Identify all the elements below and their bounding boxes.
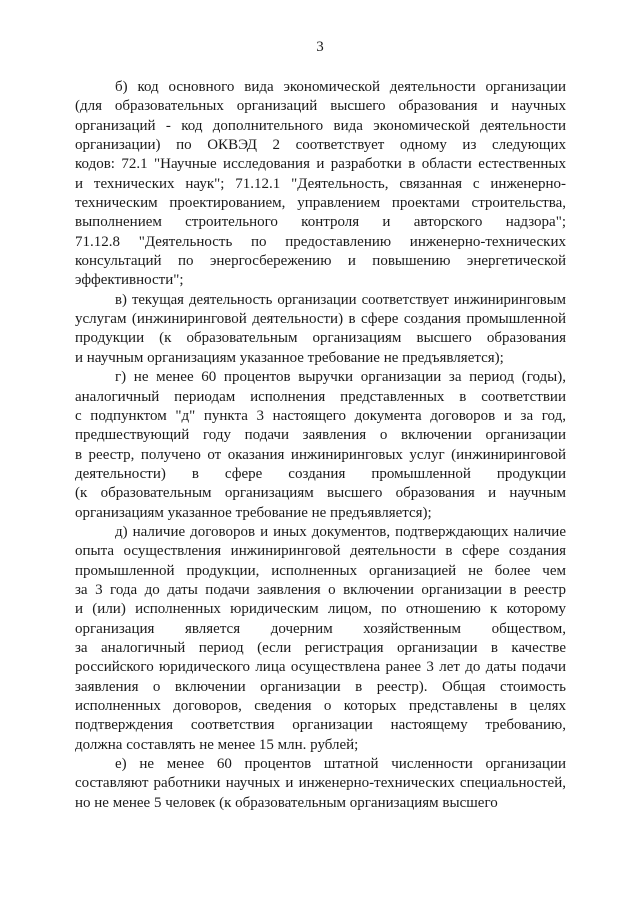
paragraph xyxy=(75,78,566,291)
text-line: и (или) исполненных юридическим лицом, по отношению к которому xyxy=(75,601,566,618)
text-line: (к образовательным организациям высшего образования и научным xyxy=(75,485,566,502)
text-line: д) наличие договоров и иных документов, подтверждающих наличие xyxy=(115,523,566,540)
text-line: е) не менее 60 процентов штатной численности организации xyxy=(115,756,566,773)
text-line: кодов: 72.1 "Научные исследования и разработки в области естественных xyxy=(75,156,566,173)
text-line: техническим проектированием, управлением проектами строительства, xyxy=(75,195,566,212)
text-line: аналогичный периодам исполнения представленных в соответствии xyxy=(75,388,566,405)
text-line: российского юридического лица осуществлена ранее 3 лет до даты подачи xyxy=(75,659,566,676)
text-line: подтверждения соответствия организации настоящему требованию, xyxy=(75,717,566,734)
text-line: и технических наук"; 71.12.1 "Деятельность, связанная с инженерно- xyxy=(75,175,566,192)
text-line: но не менее 5 человек (к образовательным организациям высшего xyxy=(75,794,498,811)
text-line: г) не менее 60 процентов выручки организации за период (годы), xyxy=(115,369,566,386)
text-line: услугам (инжиниринговой деятельности) в сфере создания промышленной xyxy=(75,311,566,328)
text-line: деятельности) в сфере создания промышленной продукции xyxy=(75,465,566,482)
text-line: консультаций по энергосбережению и повышению энергетической xyxy=(75,253,566,270)
text-line: предшествующий году подачи заявления о включении организации xyxy=(75,427,566,444)
paragraph xyxy=(75,368,566,523)
document-body xyxy=(75,78,566,813)
text-line: организация является дочерним хозяйственным обществом, xyxy=(75,620,566,637)
text-line: (для образовательных организаций высшего образования и научных xyxy=(75,98,566,115)
text-line: за 3 года до даты подачи заявления о включении организации в реестр xyxy=(75,581,566,598)
text-line: организации) по ОКВЭД 2 соответствует одному из следующих xyxy=(75,137,566,154)
text-line: эффективности"; xyxy=(75,272,184,289)
paragraph xyxy=(75,291,566,368)
text-line: промышленной продукции, исполненных организацией не более чем xyxy=(75,562,566,579)
text-line: за аналогичный период (если регистрация организации в качестве xyxy=(75,639,566,656)
text-line: заявления о включении организации в реестр). Общая стоимость xyxy=(75,678,566,695)
text-line: организациям указанное требование не предъявляется); xyxy=(75,504,432,521)
paragraph xyxy=(75,523,566,755)
text-line: и научным организациям указанное требование не предъявляется); xyxy=(75,349,504,366)
text-line: в) текущая деятельность организации соответствует инжиниринговым xyxy=(115,291,566,308)
text-line: с подпунктом "д" пункта 3 настоящего документа договоров и за год, xyxy=(75,407,566,424)
text-line: 71.12.8 "Деятельность по предоставлению инженерно-технических xyxy=(75,233,566,250)
text-line: б) код основного вида экономической деятельности организации xyxy=(115,79,566,95)
text-line: продукции (к образовательным организациям высшего образования xyxy=(75,330,566,347)
text-line: организаций - код дополнительного вида экономической деятельности xyxy=(75,117,566,134)
text-line: в реестр, получено от оказания инжиниринговых услуг (инжиниринговой xyxy=(75,446,566,463)
text-line: опыта осуществления инжиниринговой деятельности в сфере создания xyxy=(75,543,566,560)
text-line: выполнением строительного контроля и авторского надзора"; xyxy=(75,214,566,231)
text-line: исполненных договоров, сведения о которых представлены в целях xyxy=(75,698,566,714)
page-number: 3 xyxy=(316,39,324,55)
paragraph xyxy=(75,755,566,813)
text-line: составляют работники научных и инженерно-технических специальностей, xyxy=(75,775,566,792)
text-line: должна составлять не менее 15 млн. рублей; xyxy=(75,736,359,753)
